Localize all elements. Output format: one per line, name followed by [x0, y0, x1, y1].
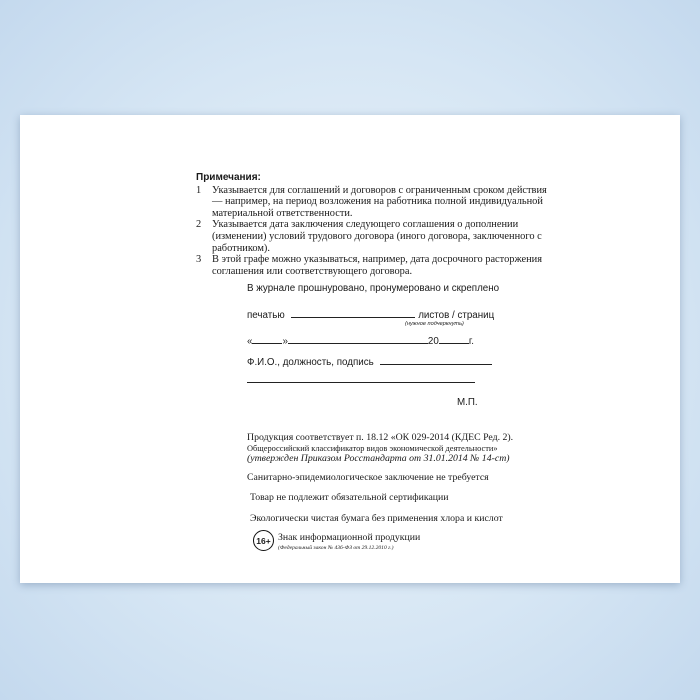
note-item [196, 185, 556, 220]
law-reference: (Федеральный закон № 436-ФЗ от 29.12.2010 г.) [278, 545, 394, 551]
pages-note: (нужное подчеркнуть) [405, 321, 464, 327]
note-text: В этой графе можно указываться, например, дата досрочного расторжения соглашения или соответствующего договора. [212, 254, 543, 277]
info-sign-label: Знак информационной продукции [278, 532, 421, 543]
seal-line [247, 308, 494, 321]
year-suffix: г. [468, 336, 474, 347]
note-number: 2 [196, 219, 202, 231]
pages-label: листов / страниц [418, 310, 495, 321]
signature-blank[interactable] [380, 355, 492, 365]
sanitary-note: Санитарно-эпидемиологическое заключение не требуется [247, 472, 489, 483]
note-item [196, 219, 556, 254]
notes-section [196, 172, 556, 277]
no-certification-note: Товар не подлежит обязательной сертификации [250, 492, 449, 503]
certification-line-1: Продукция соответствует п. 18.12 «ОК 029-2014 (КДЕС Ред. 2). [247, 432, 514, 443]
eco-paper-note: Экологически чистая бумага без применения хлора и кислот [250, 513, 503, 524]
stamp-label: М.П. [457, 397, 478, 408]
quote-open: « [247, 336, 253, 347]
binding-statement: В журнале прошнуровано, пронумеровано и скреплено [247, 283, 500, 294]
year-blank[interactable] [439, 334, 469, 344]
month-blank[interactable] [288, 334, 428, 344]
note-item [196, 254, 556, 277]
notes-title: Примечания: [196, 172, 261, 183]
certification-line-3: (утвержден Приказом Росстандарта от 31.01.2014 № 14-ст) [247, 453, 510, 464]
note-number: 3 [196, 254, 202, 266]
note-text: Указывается для соглашений и договоров с ограниченным сроком действия — например, на период возложения на работника полной индивидуальной материальной ответственности. [212, 184, 547, 219]
signature-label: Ф.И.О., должность, подпись [247, 357, 374, 368]
extra-signature-line[interactable] [247, 382, 475, 383]
date-line [247, 334, 474, 347]
age-rating-icon: 16+ [253, 530, 274, 551]
document-page [20, 115, 680, 583]
day-blank[interactable] [252, 334, 282, 344]
note-number: 1 [196, 184, 202, 196]
certification-line-2: Общероссийский классификатор видов экономической деятельности» [247, 444, 498, 453]
quote-close: » [282, 336, 288, 347]
seal-label: печатью [247, 310, 285, 321]
signature-line [247, 355, 492, 368]
year-prefix: 20 [427, 336, 439, 347]
pages-count-blank[interactable] [291, 308, 415, 318]
note-text: Указывается дата заключения следующего соглашения о дополнении (изменении) условий трудового договора (иного договора, заключенного с работником). [212, 219, 542, 254]
